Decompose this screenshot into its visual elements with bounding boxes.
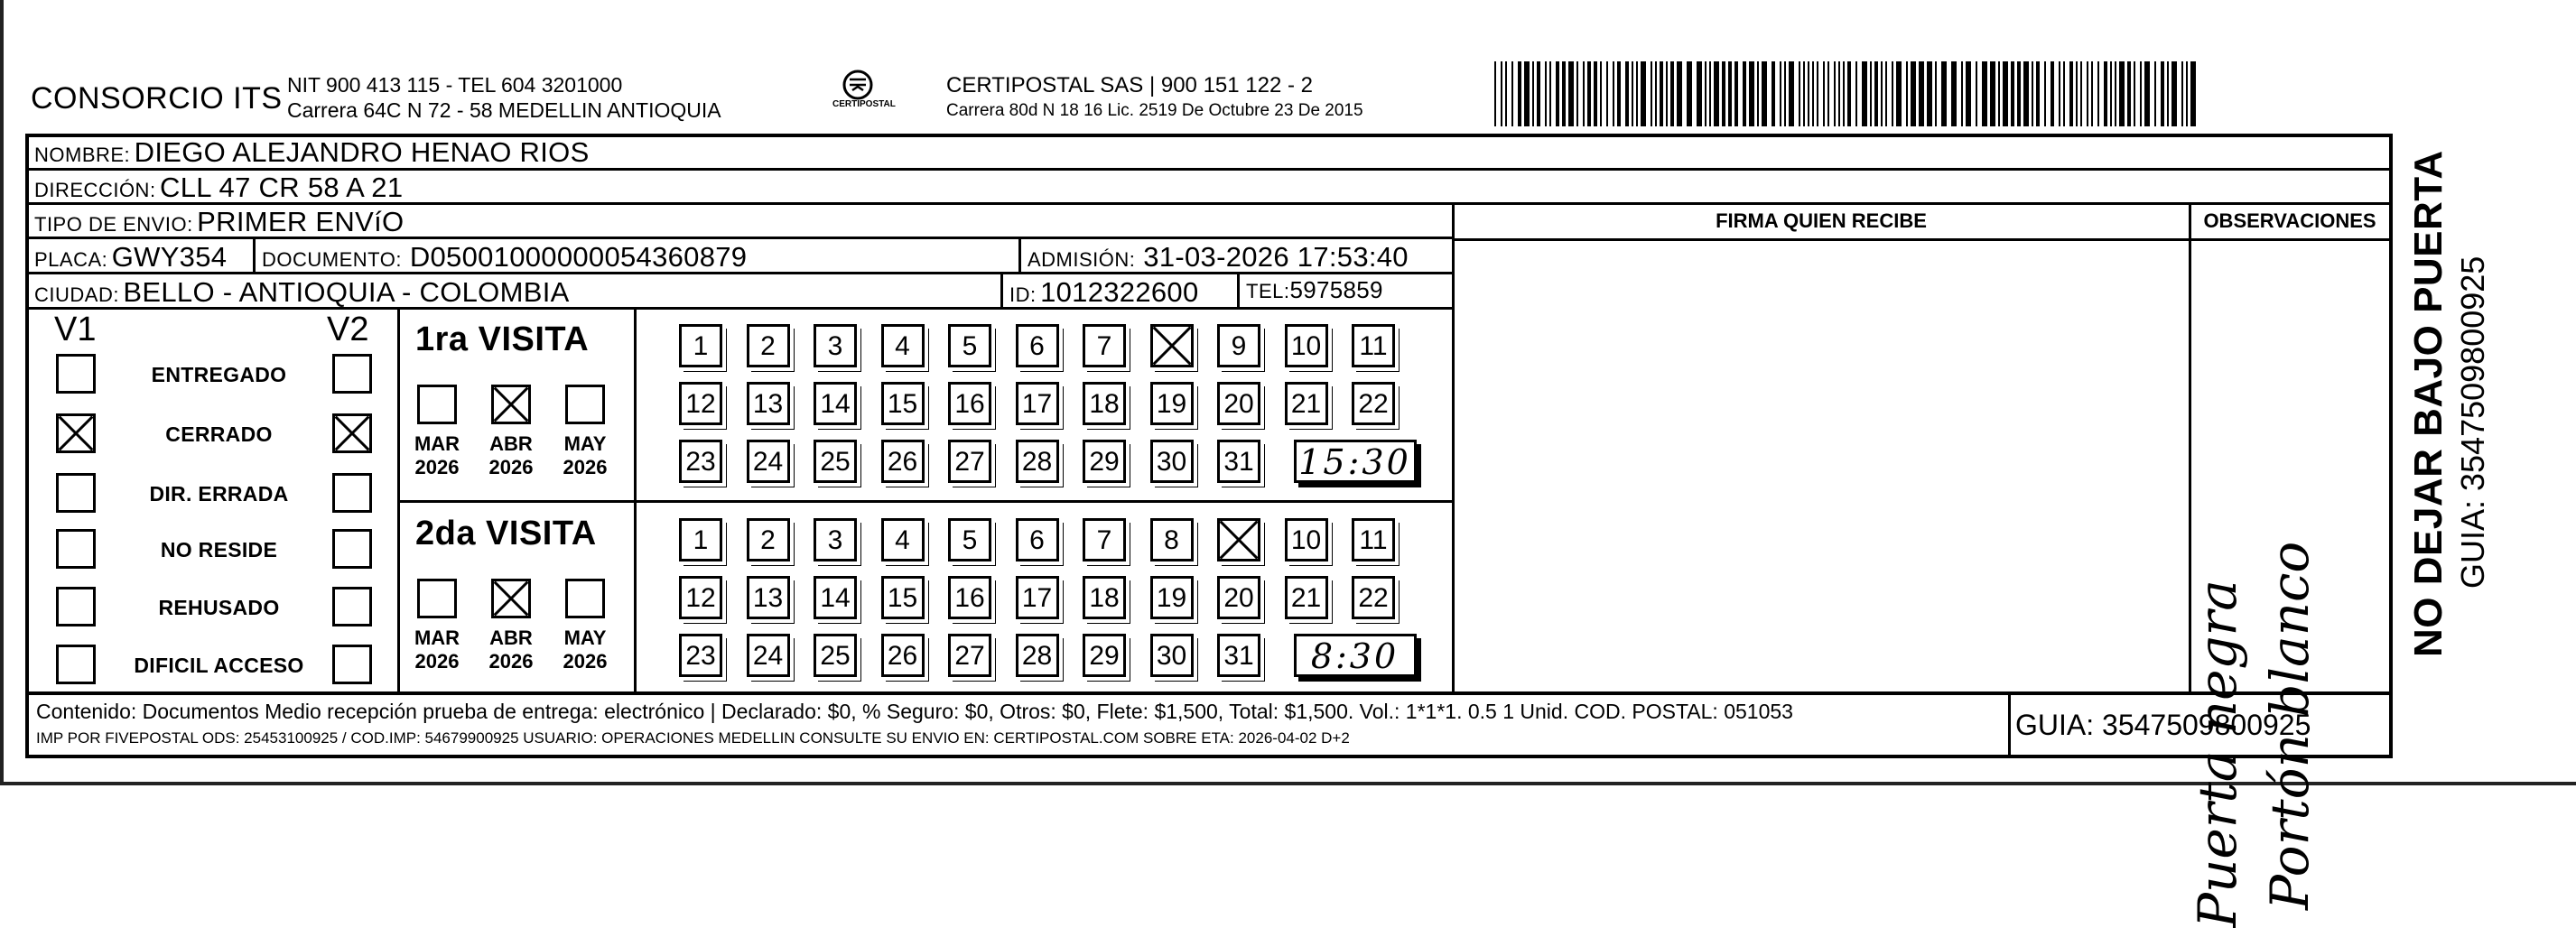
day-box[interactable]: 24 <box>747 440 790 483</box>
day-box[interactable]: 20 <box>1217 382 1260 425</box>
barcode-bar <box>2171 61 2177 126</box>
status-label: DIFICIL ACCESO <box>134 654 304 677</box>
rule <box>2008 693 2011 756</box>
no-dejar-bajo-puerta: NO DEJAR BAJO PUERTA <box>2406 150 2450 657</box>
status-v2-checkbox[interactable] <box>332 587 372 626</box>
day-box[interactable]: 4 <box>881 518 925 561</box>
barcode-bar <box>1827 61 1829 126</box>
barcode-bar <box>1677 61 1682 126</box>
day-box[interactable]: 17 <box>1016 382 1059 425</box>
month-checkbox[interactable] <box>491 385 531 424</box>
barcode-bar <box>2110 61 2112 126</box>
barcode-bar <box>1906 61 1908 126</box>
barcode-bar <box>2186 61 2188 126</box>
barcode-bar <box>1772 61 1775 126</box>
barcode-bar <box>2076 61 2078 126</box>
barcode-bar <box>1998 61 2000 126</box>
barcode-bar <box>1568 61 1574 126</box>
day-box[interactable]: 3 <box>814 518 857 561</box>
month-label <box>475 432 547 479</box>
day-box[interactable]: 7 <box>1083 324 1126 367</box>
barcode-bar <box>2104 61 2107 126</box>
barcode-bar <box>1625 61 1629 126</box>
side-guia: GUIA: 3547509800925 <box>2454 255 2491 589</box>
day-box[interactable]: 23 <box>679 634 722 677</box>
barcode-bar <box>1838 61 1840 126</box>
nombre-value: DIEGO ALEJANDRO HENAO RIOS <box>134 136 590 168</box>
rule <box>1000 274 1003 308</box>
barcode-bar <box>2059 61 2060 126</box>
day-box[interactable]: 20 <box>1217 576 1260 619</box>
barcode-bar <box>1896 61 1902 126</box>
barcode-bar <box>1714 61 1719 126</box>
barcode-bar <box>1511 61 1513 126</box>
day-box[interactable]: 18 <box>1083 382 1126 425</box>
barcode-bar <box>1687 61 1692 126</box>
day-box[interactable]: 16 <box>948 382 991 425</box>
placa-row: PLACA: GWY354 <box>34 241 228 273</box>
month-label <box>401 626 473 673</box>
day-box[interactable]: 13 <box>747 382 790 425</box>
month-label <box>401 432 473 479</box>
status-label: DIR. ERRADA <box>149 482 289 506</box>
ciudad-row: CIUDAD: BELLO - ANTIOQUIA - COLOMBIA <box>34 276 570 308</box>
documento-row: DOCUMENTO: D05001000000054360879 <box>262 241 748 273</box>
day-box[interactable]: 2 <box>747 324 790 367</box>
barcode-bar <box>1697 61 1702 126</box>
rule <box>1452 238 2391 241</box>
barcode-bar <box>2167 61 2169 126</box>
month-checkbox[interactable] <box>491 579 531 618</box>
visit-time[interactable]: 15:30 <box>1294 440 1417 483</box>
barcode-bar <box>1722 61 1725 126</box>
imp-line: IMP POR FIVEPOSTAL ODS: 25453100925 / COD.IMP: 54679900925 USUARIO: OPERACIONES MEDELLIN CONSULTE SU ENVIO EN: CERTIPOSTAL.COM SOBRE ETA: 2026-04-02 D+2 <box>36 729 1350 747</box>
barcode-bar <box>1881 61 1883 126</box>
status-label: ENTREGADO <box>151 363 287 386</box>
barcode-bar <box>1817 61 1818 126</box>
barcode-bar <box>1941 61 1947 126</box>
day-box[interactable]: 9 <box>1217 324 1260 367</box>
id-row: ID: 1012322600 <box>1009 276 1199 308</box>
status-label: REHUSADO <box>158 596 280 619</box>
day-box[interactable]: 5 <box>948 324 991 367</box>
contenido-line: Contenido: Documentos Medio recepción prueba de entrega: electrónico | Declarado: $0, % Seguro: $0, Otros: $0, Flete: $1,500, Total: $1,500. Vol.: 1*1*1. 0.5 1 Unid. COD. POSTAL: 051053 <box>36 700 1793 723</box>
barcode-bar <box>1789 61 1794 126</box>
barcode-bar <box>1494 61 1496 126</box>
day-box[interactable]: 21 <box>1285 576 1328 619</box>
barcode-bar <box>1808 61 1809 126</box>
barcode-bar <box>1583 61 1585 126</box>
rule <box>397 500 1452 503</box>
day-box[interactable]: 29 <box>1083 634 1126 677</box>
day-box[interactable]: 28 <box>1016 440 1059 483</box>
company-nit: NIT 900 413 115 - TEL 604 3201000 <box>287 73 623 97</box>
day-box[interactable]: 19 <box>1150 576 1194 619</box>
barcode-bar <box>2181 61 2183 126</box>
status-label: NO RESIDE <box>160 538 278 561</box>
barcode-bar <box>2161 61 2164 126</box>
status-v1-checkbox[interactable] <box>56 587 96 626</box>
admision-value: 31-03-2026 17:53:40 <box>1143 241 1409 273</box>
day-box[interactable]: 16 <box>948 576 991 619</box>
day-box[interactable]: 2 <box>747 518 790 561</box>
day-box[interactable]: 26 <box>881 440 925 483</box>
company-address: Carrera 64C N 72 - 58 MEDELLIN ANTIOQUIA <box>287 98 721 122</box>
day-box[interactable]: 6 <box>1016 518 1059 561</box>
barcode-bar <box>1749 61 1754 126</box>
barcode-bar <box>1518 61 1521 126</box>
day-box[interactable]: 3 <box>814 324 857 367</box>
barcode-bar <box>1660 61 1663 126</box>
barcode-bar <box>1892 61 1893 126</box>
barcode-bar <box>1600 61 1602 126</box>
company-name: CONSORCIO ITS <box>31 81 283 116</box>
logo-caption: CERTIPOSTAL <box>832 99 896 109</box>
barcode-bar <box>1951 61 1957 126</box>
day-box[interactable]: 5 <box>948 518 991 561</box>
observation-line-1: Puerta negra <box>2187 580 2248 928</box>
day-box[interactable]: 1 <box>679 518 722 561</box>
barcode-bar <box>2190 61 2196 126</box>
barcode-bar <box>1556 61 1559 126</box>
barcode-bar <box>1537 61 1540 126</box>
day-box[interactable]: 11 <box>1352 518 1395 561</box>
barcode-bar <box>1549 61 1551 126</box>
barcode-bar <box>1935 61 1937 126</box>
day-box[interactable] <box>1217 518 1260 561</box>
visit-time[interactable]: 8:30 <box>1294 634 1417 677</box>
rule <box>1452 202 1455 693</box>
barcode-bar <box>2119 61 2125 126</box>
rule <box>25 755 2391 758</box>
day-box[interactable]: 7 <box>1083 518 1126 561</box>
barcode-bar <box>1843 61 1845 126</box>
month-year: 2026 <box>563 456 608 478</box>
barcode-bar <box>1587 61 1591 126</box>
status-v2-checkbox[interactable] <box>332 473 372 513</box>
direccion-row: DIRECCIÓN: CLL 47 CR 58 A 21 <box>34 172 404 203</box>
barcode-bar <box>1670 61 1674 126</box>
barcode-bar <box>2017 61 2021 126</box>
day-box[interactable]: 14 <box>814 382 857 425</box>
day-box[interactable]: 13 <box>747 576 790 619</box>
barcode-bar <box>1617 61 1621 126</box>
status-v2-checkbox[interactable] <box>332 529 372 569</box>
day-box[interactable]: 19 <box>1150 382 1194 425</box>
month-name: MAR <box>414 432 460 455</box>
direccion-value: CLL 47 CR 58 A 21 <box>160 172 404 203</box>
status-v2-checkbox[interactable] <box>332 645 372 684</box>
month-label <box>475 626 547 673</box>
barcode-bar <box>2087 61 2088 126</box>
day-box[interactable]: 15 <box>881 382 925 425</box>
observations-area[interactable] <box>2187 242 2389 928</box>
rule <box>1237 274 1240 308</box>
barcode-bar <box>1734 61 1738 126</box>
day-box[interactable]: 31 <box>1217 634 1260 677</box>
ciudad-value: BELLO - ANTIOQUIA - COLOMBIA <box>123 276 570 308</box>
month-checkbox[interactable] <box>417 579 457 618</box>
day-box[interactable]: 18 <box>1083 576 1126 619</box>
day-box[interactable]: 22 <box>1352 382 1395 425</box>
barcode-bar <box>1709 61 1711 126</box>
observaciones-header: OBSERVACIONES <box>2203 209 2376 232</box>
barcode-bar <box>1545 61 1547 126</box>
tel-value: 5975859 <box>1289 276 1383 303</box>
barcode-bar <box>1636 61 1638 126</box>
observation-line-2: Portón blanco <box>2259 541 2320 910</box>
month-name: MAY <box>563 626 607 649</box>
courier-line: CERTIPOSTAL SAS | 900 151 122 - 2 <box>946 73 1313 97</box>
barcode-bar <box>1885 61 1887 126</box>
id-value: 1012322600 <box>1040 276 1199 308</box>
rule <box>25 134 29 758</box>
v1-header: V1 <box>54 311 97 348</box>
barcode-bar <box>1613 61 1614 126</box>
barcode-bar <box>1757 61 1759 126</box>
barcode-bar <box>1505 61 1507 126</box>
status-v2-checkbox[interactable] <box>332 413 372 453</box>
status-v1-checkbox[interactable] <box>56 354 96 394</box>
barcode-bar <box>1532 61 1534 126</box>
barcode-bar <box>2051 61 2054 126</box>
envelope-icon <box>813 69 903 123</box>
barcode-bar <box>2063 61 2065 126</box>
barcode-bar <box>1762 61 1767 126</box>
barcode-bar <box>1823 61 1825 126</box>
day-box[interactable]: 25 <box>814 440 857 483</box>
barcode-bar <box>1812 61 1814 126</box>
barcode-bar <box>2127 61 2131 126</box>
barcode-bar <box>1803 61 1805 126</box>
firma-header: FIRMA QUIEN RECIBE <box>1716 209 1927 232</box>
barcode-bar <box>1705 61 1706 126</box>
barcode-bar <box>1874 61 1878 126</box>
day-box[interactable]: 25 <box>814 634 857 677</box>
placa-value: GWY354 <box>111 241 228 273</box>
barcode-bar <box>1655 61 1657 126</box>
day-box[interactable]: 1 <box>679 324 722 367</box>
day-box[interactable]: 17 <box>1016 576 1059 619</box>
barcode-bar <box>1780 61 1781 126</box>
barcode-bar <box>1501 61 1502 126</box>
status-v1-checkbox[interactable] <box>56 529 96 569</box>
month-checkbox[interactable] <box>565 385 605 424</box>
day-box[interactable]: 14 <box>814 576 857 619</box>
day-box[interactable]: 11 <box>1352 324 1395 367</box>
barcode-bar <box>1651 61 1652 126</box>
day-box[interactable]: 8 <box>1150 518 1194 561</box>
documento-value: D05001000000054360879 <box>409 241 748 273</box>
barcode-bar <box>1606 61 1608 126</box>
status-v1-checkbox[interactable] <box>56 645 96 684</box>
month-name: ABR <box>489 432 533 455</box>
month-name: MAR <box>414 626 460 649</box>
barcode-bar <box>1666 61 1668 126</box>
barcode-bar <box>2097 61 2099 126</box>
month-year: 2026 <box>414 456 460 478</box>
barcode-bar <box>2091 61 2093 126</box>
barcode-bar <box>2011 61 2014 126</box>
barcode-bar <box>1870 61 1872 126</box>
day-box[interactable]: 30 <box>1150 634 1194 677</box>
day-box[interactable]: 10 <box>1285 324 1328 367</box>
barcode-bar <box>1562 61 1566 126</box>
barcode-bar <box>1594 61 1597 126</box>
barcode-bar <box>2134 61 2135 126</box>
month-year: 2026 <box>563 650 608 673</box>
month-label <box>549 626 621 673</box>
barcode-bar <box>1966 61 1971 126</box>
day-box[interactable]: 22 <box>1352 576 1395 619</box>
day-box[interactable]: 27 <box>948 440 991 483</box>
status-v1-checkbox[interactable] <box>56 473 96 513</box>
barcode-bar <box>1862 61 1867 126</box>
rule <box>1018 238 1021 273</box>
day-box[interactable]: 10 <box>1285 518 1328 561</box>
month-checkbox[interactable] <box>417 385 457 424</box>
barcode-bar <box>1728 61 1732 126</box>
month-year: 2026 <box>414 650 460 673</box>
day-box[interactable]: 15 <box>881 576 925 619</box>
barcode <box>1494 61 2217 126</box>
tel-row: TEL:5975859 <box>1246 276 1383 303</box>
month-checkbox[interactable] <box>565 579 605 618</box>
day-box[interactable]: 30 <box>1150 440 1194 483</box>
barcode-bar <box>1576 61 1578 126</box>
day-box[interactable]: 21 <box>1285 382 1328 425</box>
day-box[interactable]: 29 <box>1083 440 1126 483</box>
month-year: 2026 <box>488 650 534 673</box>
barcode-bar <box>2154 61 2156 126</box>
barcode-bar <box>1919 61 1924 126</box>
barcode-bar <box>2036 61 2040 126</box>
barcode-bar <box>1847 61 1851 126</box>
day-box[interactable]: 23 <box>679 440 722 483</box>
barcode-bar <box>1982 61 1987 126</box>
barcode-bar <box>1961 61 1963 126</box>
tipo-envio-value: PRIMER ENVíO <box>197 206 405 237</box>
day-box[interactable]: 27 <box>948 634 991 677</box>
tipo-envio-row: TIPO DE ENVIO: PRIMER ENVíO <box>34 206 405 237</box>
day-box[interactable]: 28 <box>1016 634 1059 677</box>
day-box[interactable]: 12 <box>679 382 722 425</box>
barcode-bar <box>1743 61 1746 126</box>
day-box[interactable]: 24 <box>747 634 790 677</box>
barcode-bar <box>1855 61 1857 126</box>
guia-footer: GUIA: 3547509800925 <box>2015 709 2311 741</box>
barcode-bar <box>1632 61 1633 126</box>
status-v2-checkbox[interactable] <box>332 354 372 394</box>
barcode-bar <box>2003 61 2008 126</box>
rule <box>253 238 256 273</box>
rule <box>2389 134 2393 758</box>
day-box[interactable]: 26 <box>881 634 925 677</box>
barcode-bar <box>2080 61 2082 126</box>
signature-area[interactable] <box>1455 242 2187 690</box>
month-year: 2026 <box>488 456 534 478</box>
month-label <box>549 432 621 479</box>
barcode-bar <box>1784 61 1786 126</box>
certipostal-logo <box>813 69 903 123</box>
day-box[interactable]: 4 <box>881 324 925 367</box>
month-name: MAY <box>563 432 607 455</box>
courier-license: Carrera 80d N 18 16 Lic. 2519 De Octubre 23 De 2015 <box>946 101 1363 120</box>
nombre-row: NOMBRE: DIEGO ALEJANDRO HENAO RIOS <box>34 136 590 168</box>
barcode-bar <box>1641 61 1646 126</box>
rule <box>25 691 2391 695</box>
barcode-bar <box>1990 61 1995 126</box>
barcode-bar <box>1911 61 1916 126</box>
barcode-bar <box>2032 61 2033 126</box>
barcode-bar <box>1976 61 1977 126</box>
barcode-bar <box>1799 61 1800 126</box>
status-label: CERRADO <box>165 422 273 446</box>
status-v1-checkbox[interactable] <box>56 413 96 453</box>
barcode-bar <box>1524 61 1530 126</box>
day-box[interactable] <box>1150 324 1194 367</box>
day-box[interactable]: 6 <box>1016 324 1059 367</box>
barcode-bar <box>2140 61 2142 126</box>
visit-title: 1ra VISITA <box>415 320 590 358</box>
barcode-bar <box>2115 61 2116 126</box>
barcode-bar <box>2023 61 2029 126</box>
admision-row: ADMISIÓN: 31-03-2026 17:53:40 <box>1028 241 1409 273</box>
barcode-bar <box>1927 61 1932 126</box>
barcode-bar <box>1834 61 1836 126</box>
barcode-bar <box>2069 61 2073 126</box>
visit-title: 2da VISITA <box>415 515 597 552</box>
month-name: ABR <box>489 626 533 649</box>
day-box[interactable]: 12 <box>679 576 722 619</box>
v2-header: V2 <box>327 311 369 348</box>
day-box[interactable]: 31 <box>1217 440 1260 483</box>
barcode-bar <box>2044 61 2046 126</box>
barcode-bar <box>2144 61 2150 126</box>
